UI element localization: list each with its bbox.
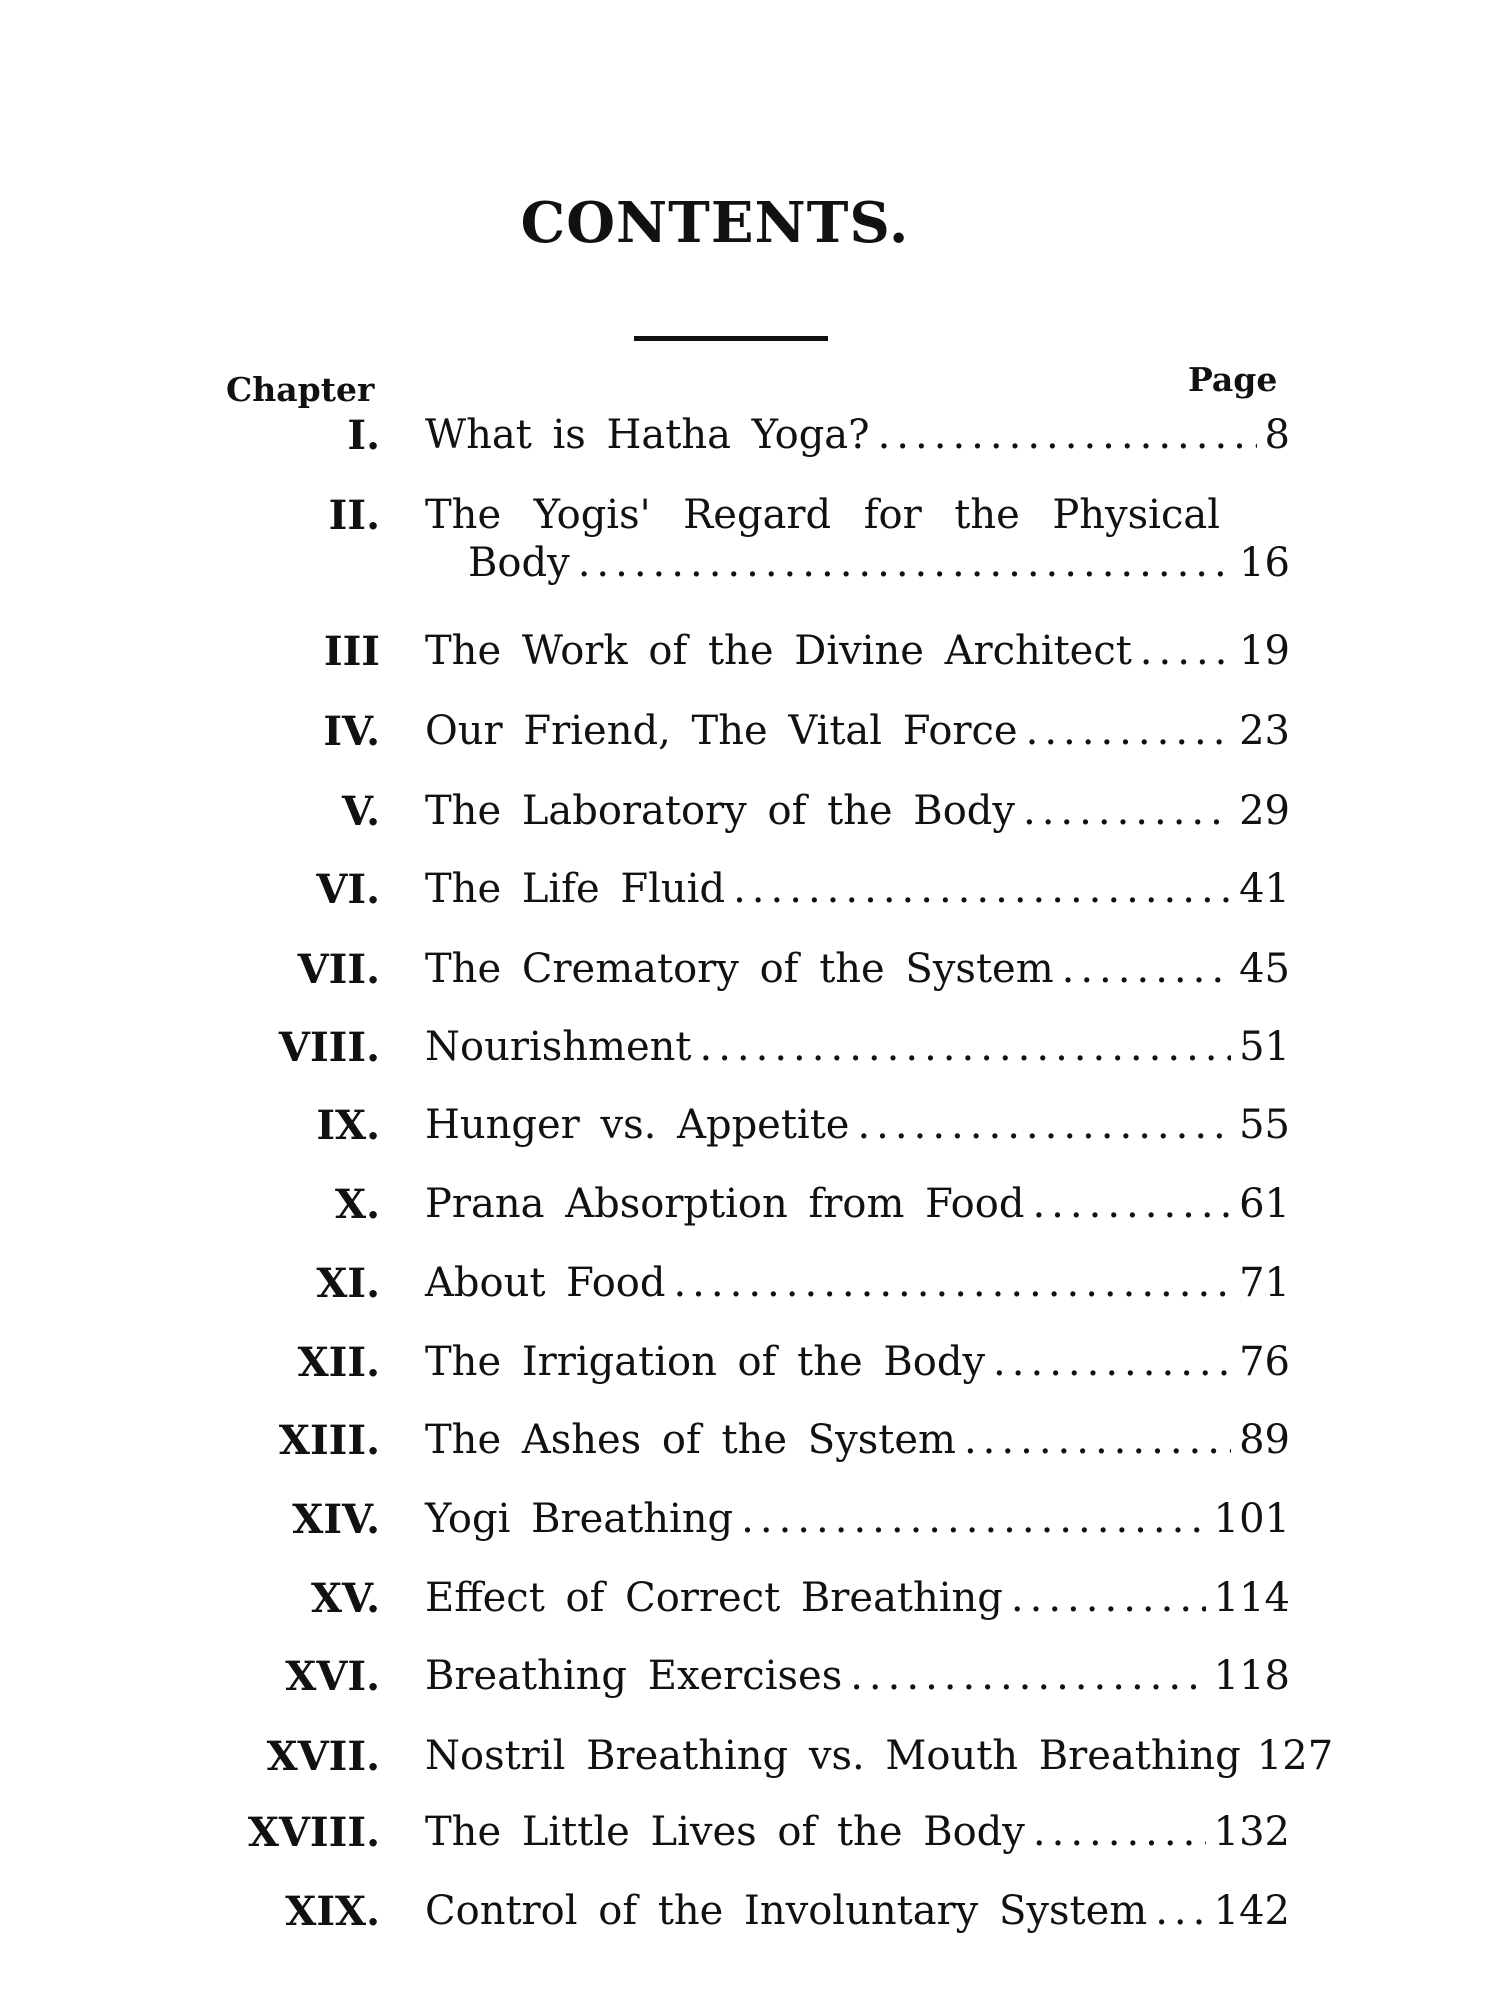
chapter-title: Effect of Correct Breathing: [425, 1575, 1003, 1621]
toc-entry[interactable]: [200, 1888, 1290, 1948]
page-number: 8: [1264, 412, 1290, 458]
chapter-title: Prana Absorption from Food: [425, 1181, 1025, 1227]
chapter-number: XIX.: [285, 1888, 380, 1935]
page-number: 127: [1256, 1733, 1334, 1779]
chapter-number: I.: [347, 412, 380, 459]
page-number: 41: [1239, 866, 1290, 912]
chapter-number: VII.: [297, 946, 380, 993]
chapter-title: Nostril Breathing vs. Mouth Breathing: [425, 1733, 1241, 1779]
chapter-number: XII.: [297, 1339, 380, 1386]
toc-entry[interactable]: [200, 788, 1290, 848]
toc-entry[interactable]: [200, 1653, 1290, 1713]
dot-leader: [1140, 628, 1231, 674]
dot-leader: [673, 1260, 1231, 1306]
toc-entry[interactable]: [200, 1260, 1290, 1320]
chapter-number: XVIII.: [247, 1809, 380, 1856]
chapter-number: III: [323, 628, 380, 675]
chapter-title: Hunger vs. Appetite: [425, 1102, 850, 1148]
dot-leader: [733, 866, 1231, 912]
dot-leader: [741, 1496, 1205, 1542]
toc-entry[interactable]: [200, 1496, 1290, 1556]
chapter-number: VI.: [316, 866, 380, 913]
chapter-number: VIII.: [278, 1024, 380, 1071]
toc-entry[interactable]: [200, 1339, 1290, 1399]
chapter-number: XV.: [310, 1575, 380, 1622]
chapter-title: Body: [468, 540, 570, 586]
title-rule: [634, 336, 828, 341]
page-number: 118: [1213, 1653, 1290, 1699]
page-number: 61: [1239, 1181, 1290, 1227]
page-number: 71: [1239, 1260, 1290, 1306]
dot-leader: [1032, 1181, 1231, 1227]
dot-leader: [1023, 788, 1231, 834]
page-number: 114: [1213, 1575, 1290, 1621]
chapter-title: Our Friend, The Vital Force: [425, 708, 1018, 754]
chapter-title: The Little Lives of the Body: [425, 1809, 1025, 1855]
toc-entry[interactable]: [200, 866, 1290, 926]
page-number: 19: [1239, 628, 1290, 674]
chapter-title: Breathing Exercises: [425, 1653, 843, 1699]
toc-entry[interactable]: [200, 412, 1290, 472]
chapter-title: The Life Fluid: [425, 866, 726, 912]
dot-leader: [1011, 1575, 1206, 1621]
page-number: 55: [1239, 1102, 1290, 1148]
page-number: 16: [1239, 540, 1290, 586]
toc-entry[interactable]: [200, 1733, 1334, 1793]
chapter-title: What is Hatha Yoga?: [425, 412, 870, 458]
chapter-title: The Laboratory of the Body: [425, 788, 1015, 834]
chapter-title: Control of the Involuntary System: [425, 1888, 1148, 1934]
chapter-title: About Food: [425, 1260, 666, 1306]
toc-entry[interactable]: [200, 492, 1290, 600]
dot-leader: [993, 1339, 1231, 1385]
page-column-header: Page: [1188, 360, 1278, 399]
chapter-number: XI.: [316, 1260, 380, 1307]
toc-entry[interactable]: [200, 1417, 1290, 1477]
toc-entry[interactable]: [200, 628, 1290, 688]
dot-leader: [1026, 708, 1231, 754]
chapter-title: The Work of the Divine Architect: [425, 628, 1132, 674]
page-number: 142: [1213, 1888, 1290, 1934]
toc-entry[interactable]: [200, 1809, 1290, 1869]
toc-entry[interactable]: [200, 708, 1290, 768]
page-number: 29: [1239, 788, 1290, 834]
dot-leader: [1155, 1888, 1205, 1934]
toc-entry[interactable]: [200, 946, 1290, 1006]
page-number: 45: [1239, 946, 1290, 992]
dot-leader: [578, 540, 1231, 586]
chapter-number: IX.: [316, 1102, 380, 1149]
toc-entry[interactable]: [200, 1024, 1290, 1084]
dot-leader: [1062, 946, 1231, 992]
page-number: 101: [1213, 1496, 1290, 1542]
chapter-column-header: Chapter: [226, 370, 375, 409]
page-number: 51: [1239, 1024, 1290, 1070]
chapter-number: IV.: [323, 708, 380, 755]
chapter-title: Nourishment: [425, 1024, 692, 1070]
chapter-number: X.: [335, 1181, 380, 1228]
chapter-number: XIV.: [292, 1496, 380, 1543]
toc-entry[interactable]: [200, 1575, 1290, 1635]
dot-leader: [1033, 1809, 1206, 1855]
chapter-title-line1: The Yogis' Regard for the Physical: [425, 492, 1220, 538]
chapter-number: XVI.: [285, 1653, 380, 1700]
chapter-number: V.: [342, 788, 380, 835]
toc-entry[interactable]: [200, 1102, 1290, 1162]
chapter-title: The Ashes of the System: [425, 1417, 956, 1463]
page-number: 23: [1239, 708, 1290, 754]
dot-leader: [699, 1024, 1231, 1070]
chapter-title: The Irrigation of the Body: [425, 1339, 986, 1385]
page-number: 132: [1213, 1809, 1290, 1855]
dot-leader: [850, 1653, 1205, 1699]
dot-leader: [878, 412, 1257, 458]
chapter-number: II.: [328, 492, 380, 539]
toc-entry[interactable]: [200, 1181, 1290, 1241]
chapter-number: XIII.: [278, 1417, 380, 1464]
chapter-title: Yogi Breathing: [425, 1496, 734, 1542]
dot-leader: [964, 1417, 1231, 1463]
page-title: CONTENTS.: [520, 190, 910, 256]
page-number: 76: [1239, 1339, 1290, 1385]
chapter-title: The Crematory of the System: [425, 946, 1054, 992]
dot-leader: [857, 1102, 1231, 1148]
chapter-number: XVII.: [266, 1733, 380, 1780]
page-number: 89: [1239, 1417, 1290, 1463]
